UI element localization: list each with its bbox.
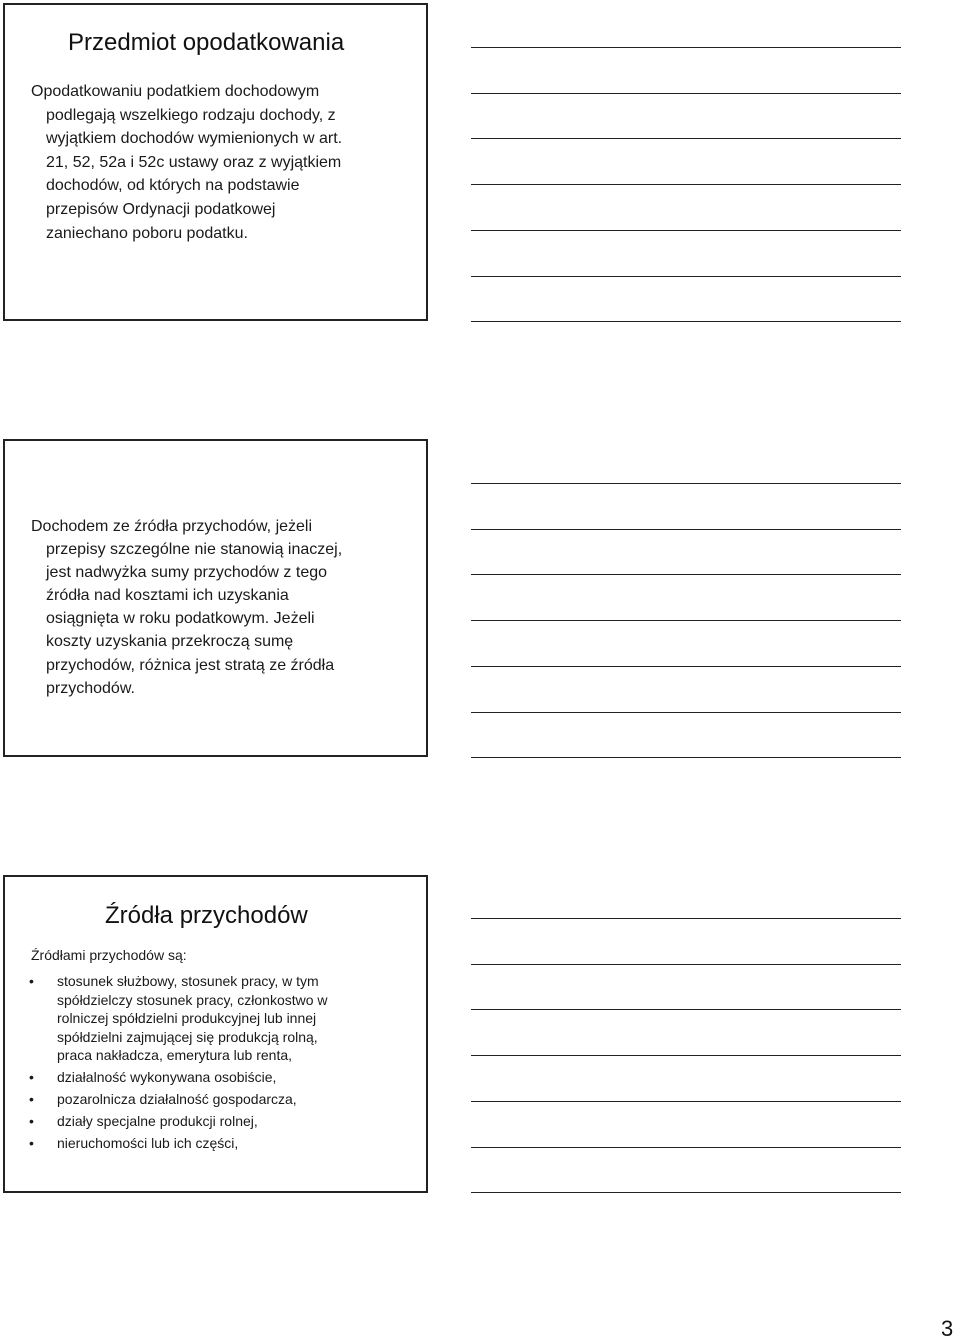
- note-line: [471, 1009, 901, 1010]
- page-number: 3: [941, 1316, 954, 1341]
- slide-1-title: Przedmiot opodatkowania: [68, 29, 345, 56]
- note-line: [471, 964, 901, 965]
- note-line: [471, 321, 901, 322]
- list-item-line: działy specjalne produkcji rolnej,: [57, 1113, 258, 1129]
- note-line: [471, 483, 901, 484]
- bullet-icon: •: [29, 973, 34, 989]
- slide-1-body: [31, 80, 342, 245]
- list-item: [25, 1068, 328, 1087]
- list-item: [25, 1134, 328, 1153]
- slide-1-line: dochodów, od których na podstawie: [46, 177, 300, 195]
- slide-2-line: osiągnięta w roku podatkowym. Jeżeli: [46, 610, 315, 628]
- note-line: [471, 1147, 901, 1148]
- slide-1-line: przepisów Ordynacji podatkowej: [46, 200, 276, 218]
- note-line: [471, 1055, 901, 1056]
- slide-2-line: źródła nad kosztami ich uzyskania: [46, 587, 289, 605]
- slide-1-line: Opodatkowaniu podatkiem dochodowym: [31, 83, 320, 100]
- list-item: [25, 1112, 328, 1131]
- note-line: [471, 620, 901, 621]
- sources-list: [25, 972, 328, 1156]
- list-item-line: spółdzielni zajmującej się produkcją rolną,: [57, 1028, 318, 1045]
- slide-3-title: Źródła przychodów: [105, 902, 308, 929]
- slide-3-intro: Źródłami przychodów są:: [31, 947, 187, 963]
- bullet-icon: •: [29, 1135, 34, 1151]
- note-line: [471, 184, 901, 185]
- list-item-line: spółdzielczy stosunek pracy, członkostwo w: [57, 991, 328, 1008]
- list-item-line: stosunek służbowy, stosunek pracy, w tym: [57, 973, 319, 989]
- note-line: [471, 666, 901, 667]
- slide-2-line: przychodów.: [46, 679, 135, 697]
- slide-1-line: 21, 52, 52a i 52c ustawy oraz z wyjątkiem: [46, 153, 342, 171]
- slide-2-line: koszty uzyskania przekroczą sumę: [46, 633, 294, 651]
- note-line: [471, 47, 901, 48]
- list-item-line: nieruchomości lub ich części,: [57, 1135, 239, 1151]
- note-line: [471, 1101, 901, 1102]
- list-item-line: działalność wykonywana osobiście,: [57, 1069, 277, 1085]
- list-item-line: praca nakładcza, emerytura lub renta,: [57, 1047, 293, 1063]
- note-line: [471, 529, 901, 530]
- note-line: [471, 230, 901, 231]
- list-item-line: rolniczej spółdzielni produkcyjnej lub innej: [57, 1010, 317, 1026]
- list-item: [25, 972, 328, 1065]
- slide-1-line: zaniechano poboru podatku.: [46, 224, 248, 242]
- note-line: [471, 918, 901, 919]
- slide-1-line: wyjątkiem dochodów wymienionych w art.: [46, 130, 343, 148]
- slide-2-line: przychodów, różnica jest stratą ze źródła: [46, 656, 335, 674]
- list-item: [25, 1090, 328, 1109]
- list-item-line: pozarolnicza działalność gospodarcza,: [57, 1091, 297, 1107]
- slide-2: [3, 439, 428, 757]
- note-line: [471, 276, 901, 277]
- slide-1-line: podlegają wszelkiego rodzaju dochody, z: [46, 106, 336, 124]
- slide-2-body: [31, 515, 342, 700]
- bullet-icon: •: [29, 1113, 34, 1129]
- note-line: [471, 712, 901, 713]
- slide-2-line: przepisy szczególne nie stanowią inaczej,: [46, 541, 343, 559]
- note-line: [471, 574, 901, 575]
- slide-2-line: jest nadwyżka sumy przychodów z tego: [46, 564, 328, 582]
- note-line: [471, 138, 901, 139]
- slide-3: [3, 875, 428, 1193]
- bullet-icon: •: [29, 1091, 34, 1107]
- slide-2-line: Dochodem ze źródła przychodów, jeżeli: [31, 518, 313, 535]
- bullet-icon: •: [29, 1069, 34, 1085]
- note-line: [471, 1192, 901, 1193]
- slide-1: [3, 3, 428, 321]
- note-line: [471, 93, 901, 94]
- note-line: [471, 757, 901, 758]
